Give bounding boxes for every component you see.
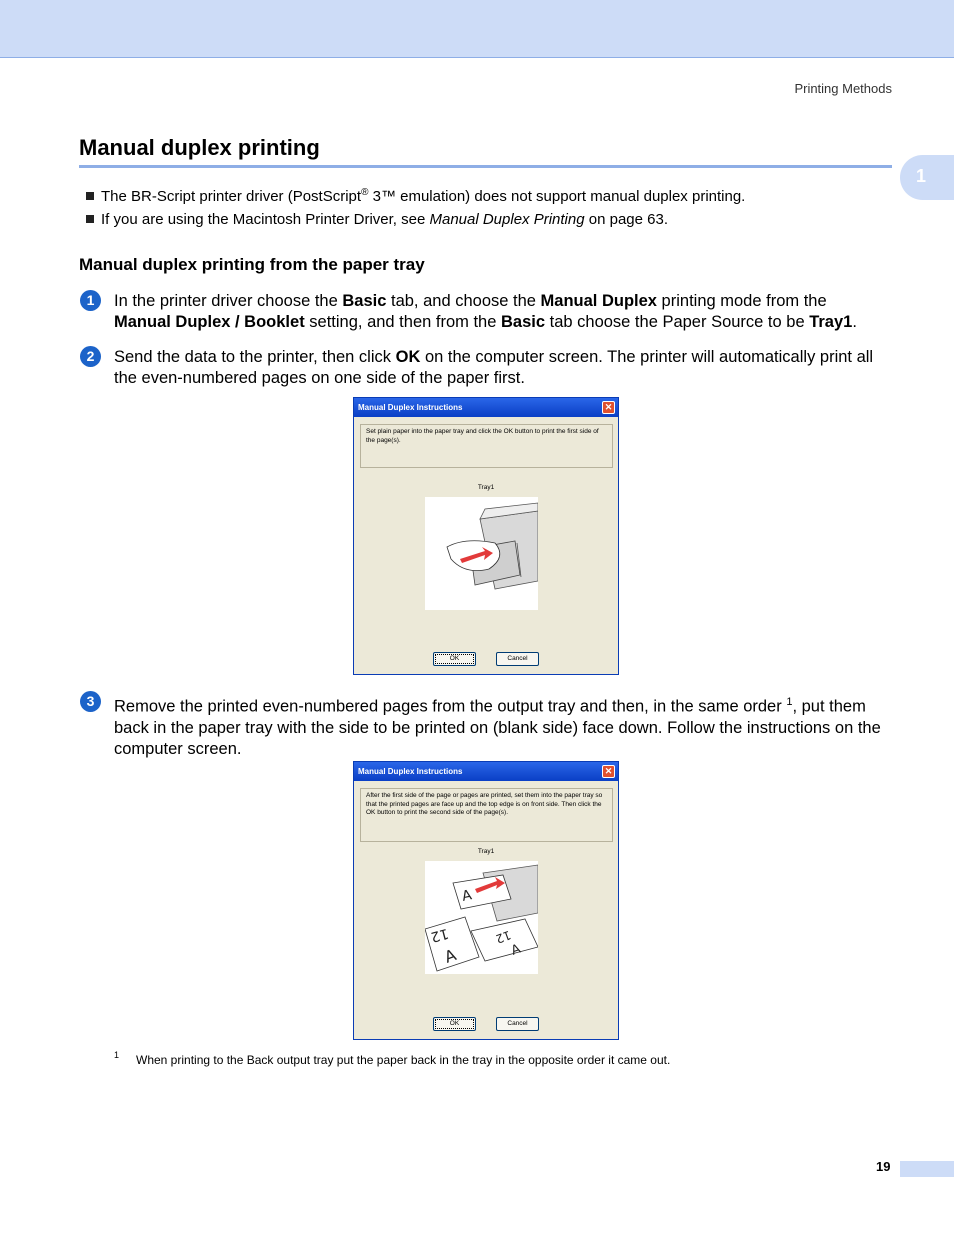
section-title: Manual duplex printing [79,135,320,160]
step-text-2: Send the data to the printer, then click OK on the computer screen. The printer will automatically print all the even-numbered pages on one side of the paper first. [114,348,874,387]
section-rule [79,165,892,168]
printer-tray-illustration [425,497,538,610]
chapter-tab [900,155,954,200]
bullet-square-icon [86,215,94,223]
ok-button[interactable]: OK [433,652,476,666]
page-number: 19 [876,1159,891,1174]
running-head: Printing Methods [794,81,892,96]
subsection-title: Manual duplex printing from the paper tray [79,255,425,274]
svg-text:12: 12 [428,924,451,945]
footnote-text: When printing to the Back output tray put the paper back in the tray in the opposite order it came out. [136,1053,671,1067]
footer-bar [900,1161,954,1177]
svg-text:A: A [460,887,474,905]
dialog-message: After the first side of the page or pages are printed, set them into the paper tray so that the printed pages are face up and the top edge is on front side. Then click the OK button to print the second side of the page(s). [360,788,613,842]
tray-label: Tray1 [477,484,495,491]
step-text-3: Remove the printed even-numbered pages from the output tray and then, in the same order $^1$, put them back in the paper tray with the side to be printed on (blank side) face down. Follow the instructions on the computer screen. [114,696,881,758]
cross-reference-link[interactable]: Manual Duplex Printing [429,211,585,228]
step-number-2: 2 [80,346,101,367]
step-number-1: 1 [80,290,101,311]
dialog-titlebar: Manual Duplex Instructions ✕ [354,762,618,781]
svg-text:A: A [509,941,523,959]
tray-label: Tray1 [477,848,495,855]
cancel-button[interactable]: Cancel [496,652,539,666]
dialog-titlebar: Manual Duplex Instructions ✕ [354,398,618,417]
footnote-ref[interactable]: 1 [786,696,793,708]
svg-text:12: 12 [493,927,513,947]
bullet-item: The BR-Script printer driver (PostScript® 3™ emulation) does not support manual duplex printing. [86,184,745,206]
footnote-mark: 1 [114,1050,120,1060]
chapter-number: 1 [916,166,927,186]
manual-duplex-dialog-1 [353,397,619,675]
step-number-3: 3 [80,691,101,712]
printer-tray-illustration [425,861,538,974]
manual-duplex-dialog-2 [353,761,619,1040]
dialog-message: Set plain paper into the paper tray and click the OK button to print the first side of the page(s). [360,424,613,468]
step-text-1: In the printer driver choose the Basic tab, and choose the Manual Duplex printing mode from the Manual Duplex / Booklet setting, and then from the Basic tab choose the Paper Source to be Tray1. [114,292,857,331]
close-icon[interactable]: ✕ [602,401,615,414]
ok-button[interactable]: OK [433,1017,476,1031]
close-icon[interactable]: ✕ [602,765,615,778]
bullet-square-icon [86,192,94,200]
svg-text:A: A [441,945,459,967]
top-banner [0,0,954,58]
bullet-item: If you are using the Macintosh Printer Driver, see Manual Duplex Printing on page 63. [86,211,668,229]
cancel-button[interactable]: Cancel [496,1017,539,1031]
